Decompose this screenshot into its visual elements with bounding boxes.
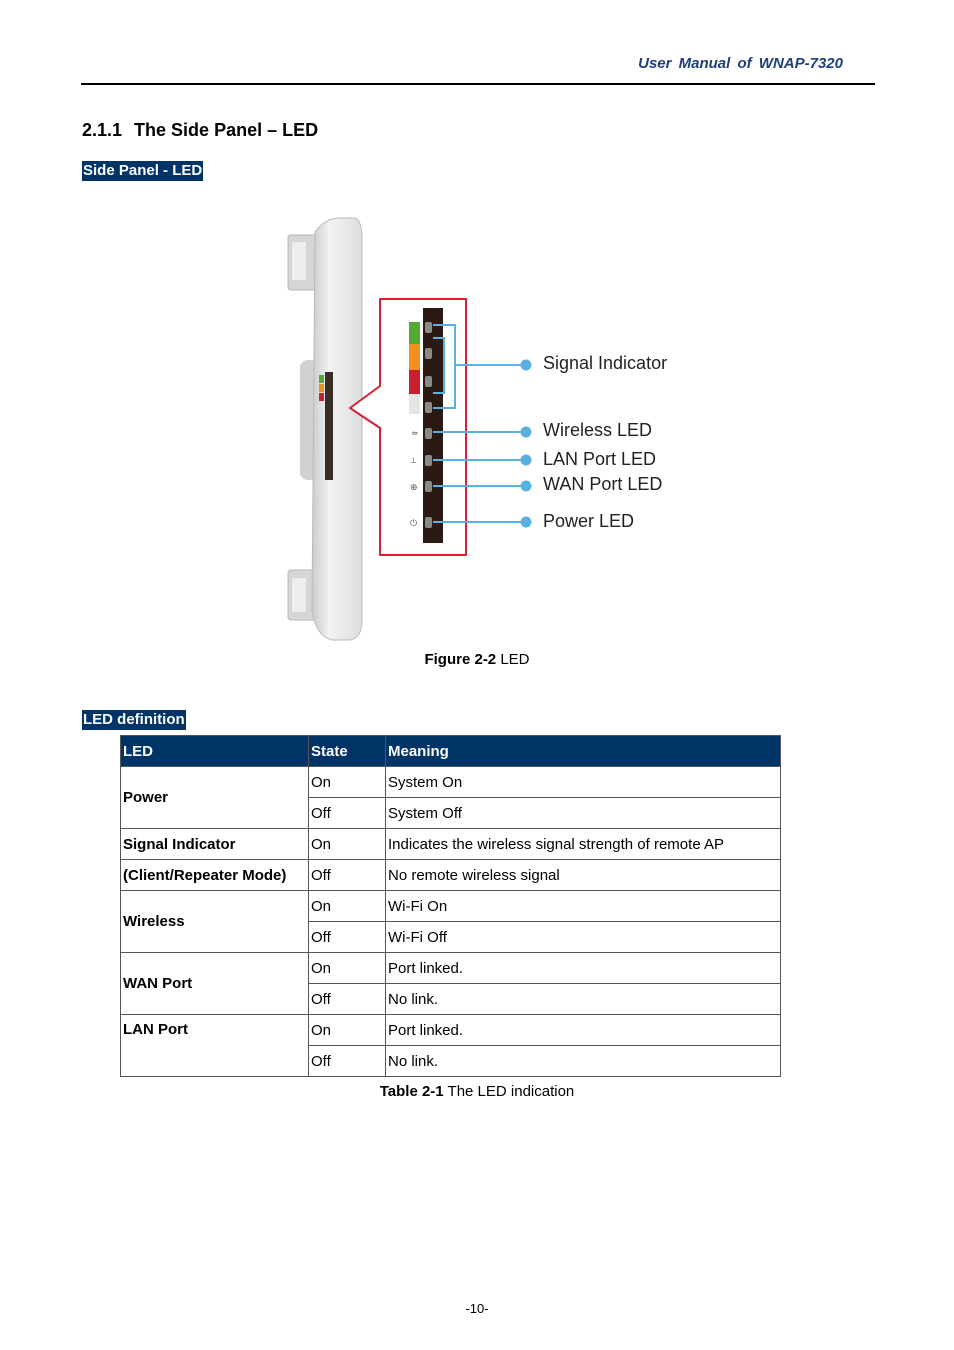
section-number: 2.1.1	[82, 120, 123, 140]
table-caption-label: Table 2-1	[379, 1083, 444, 1100]
state-cell: On	[309, 1015, 386, 1046]
meaning-cell: Port linked.	[386, 953, 781, 984]
state-cell: Off	[309, 1046, 386, 1077]
side-panel-label: Side Panel - LED	[83, 162, 203, 179]
svg-text:⊥: ⊥	[410, 456, 417, 465]
callout-power-led: Power LED	[543, 511, 635, 531]
svg-text:⏻: ⏻	[410, 519, 418, 529]
led-definition-label: LED definition	[83, 711, 185, 728]
state-cell: On	[309, 767, 386, 798]
header-meaning: Meaning	[386, 736, 781, 767]
led-figure	[270, 210, 740, 650]
header-state: State	[309, 736, 386, 767]
callout-signal-indicator: Signal Indicator	[543, 353, 668, 373]
section-heading	[82, 120, 318, 141]
meaning-cell: Wi-Fi Off	[386, 922, 781, 953]
table-header-row	[121, 736, 781, 767]
led-name-wan: WAN Port	[121, 953, 309, 1015]
callout-wan-port-led: WAN Port LED	[543, 474, 663, 494]
meaning-cell: System On	[386, 767, 781, 798]
table-row	[121, 891, 781, 922]
meaning-cell: System Off	[386, 798, 781, 829]
figure-caption-label: Figure 2-2	[424, 651, 497, 668]
header-led: LED	[121, 736, 309, 767]
meaning-cell: No link.	[386, 1046, 781, 1077]
table-row	[121, 860, 781, 891]
meaning-cell: No link.	[386, 984, 781, 1015]
section-title: The Side Panel – LED	[134, 120, 319, 140]
document-header-title: User Manual of WNAP-7320	[638, 55, 843, 72]
state-cell: Off	[309, 984, 386, 1015]
meaning-cell: Port linked.	[386, 1015, 781, 1046]
state-cell: On	[309, 829, 386, 860]
state-cell: On	[309, 891, 386, 922]
callout-lan-port-led: LAN Port LED	[543, 449, 657, 469]
meaning-cell: Indicates the wireless signal strength of remote AP	[386, 829, 781, 860]
table-row	[121, 767, 781, 798]
table-caption	[0, 1083, 954, 1100]
callout-wireless-led: Wireless LED	[543, 420, 653, 440]
table-row	[121, 1015, 781, 1046]
page-number: -10-	[465, 1301, 489, 1316]
led-name-signal: Signal Indicator	[121, 829, 309, 860]
table-caption-text: The LED indication	[443, 1083, 575, 1100]
led-name-lan: LAN Port	[121, 1015, 309, 1077]
state-cell: On	[309, 953, 386, 984]
meaning-cell: No remote wireless signal	[386, 860, 781, 891]
figure-caption-text: LED	[496, 651, 530, 668]
led-name-wireless: Wireless	[121, 891, 309, 953]
state-cell: Off	[309, 922, 386, 953]
table-row	[121, 829, 781, 860]
figure-caption	[0, 651, 954, 668]
led-name-signal-mode: (Client/Repeater Mode)	[121, 860, 309, 891]
table-row	[121, 953, 781, 984]
state-cell: Off	[309, 798, 386, 829]
state-cell: Off	[309, 860, 386, 891]
header-rule	[81, 83, 875, 85]
svg-text:≈: ≈	[411, 429, 419, 439]
svg-text:⊕: ⊕	[410, 483, 418, 493]
led-name-power: Power	[121, 767, 309, 829]
led-table	[120, 735, 781, 1077]
device-illustration	[270, 210, 740, 650]
meaning-cell: Wi-Fi On	[386, 891, 781, 922]
